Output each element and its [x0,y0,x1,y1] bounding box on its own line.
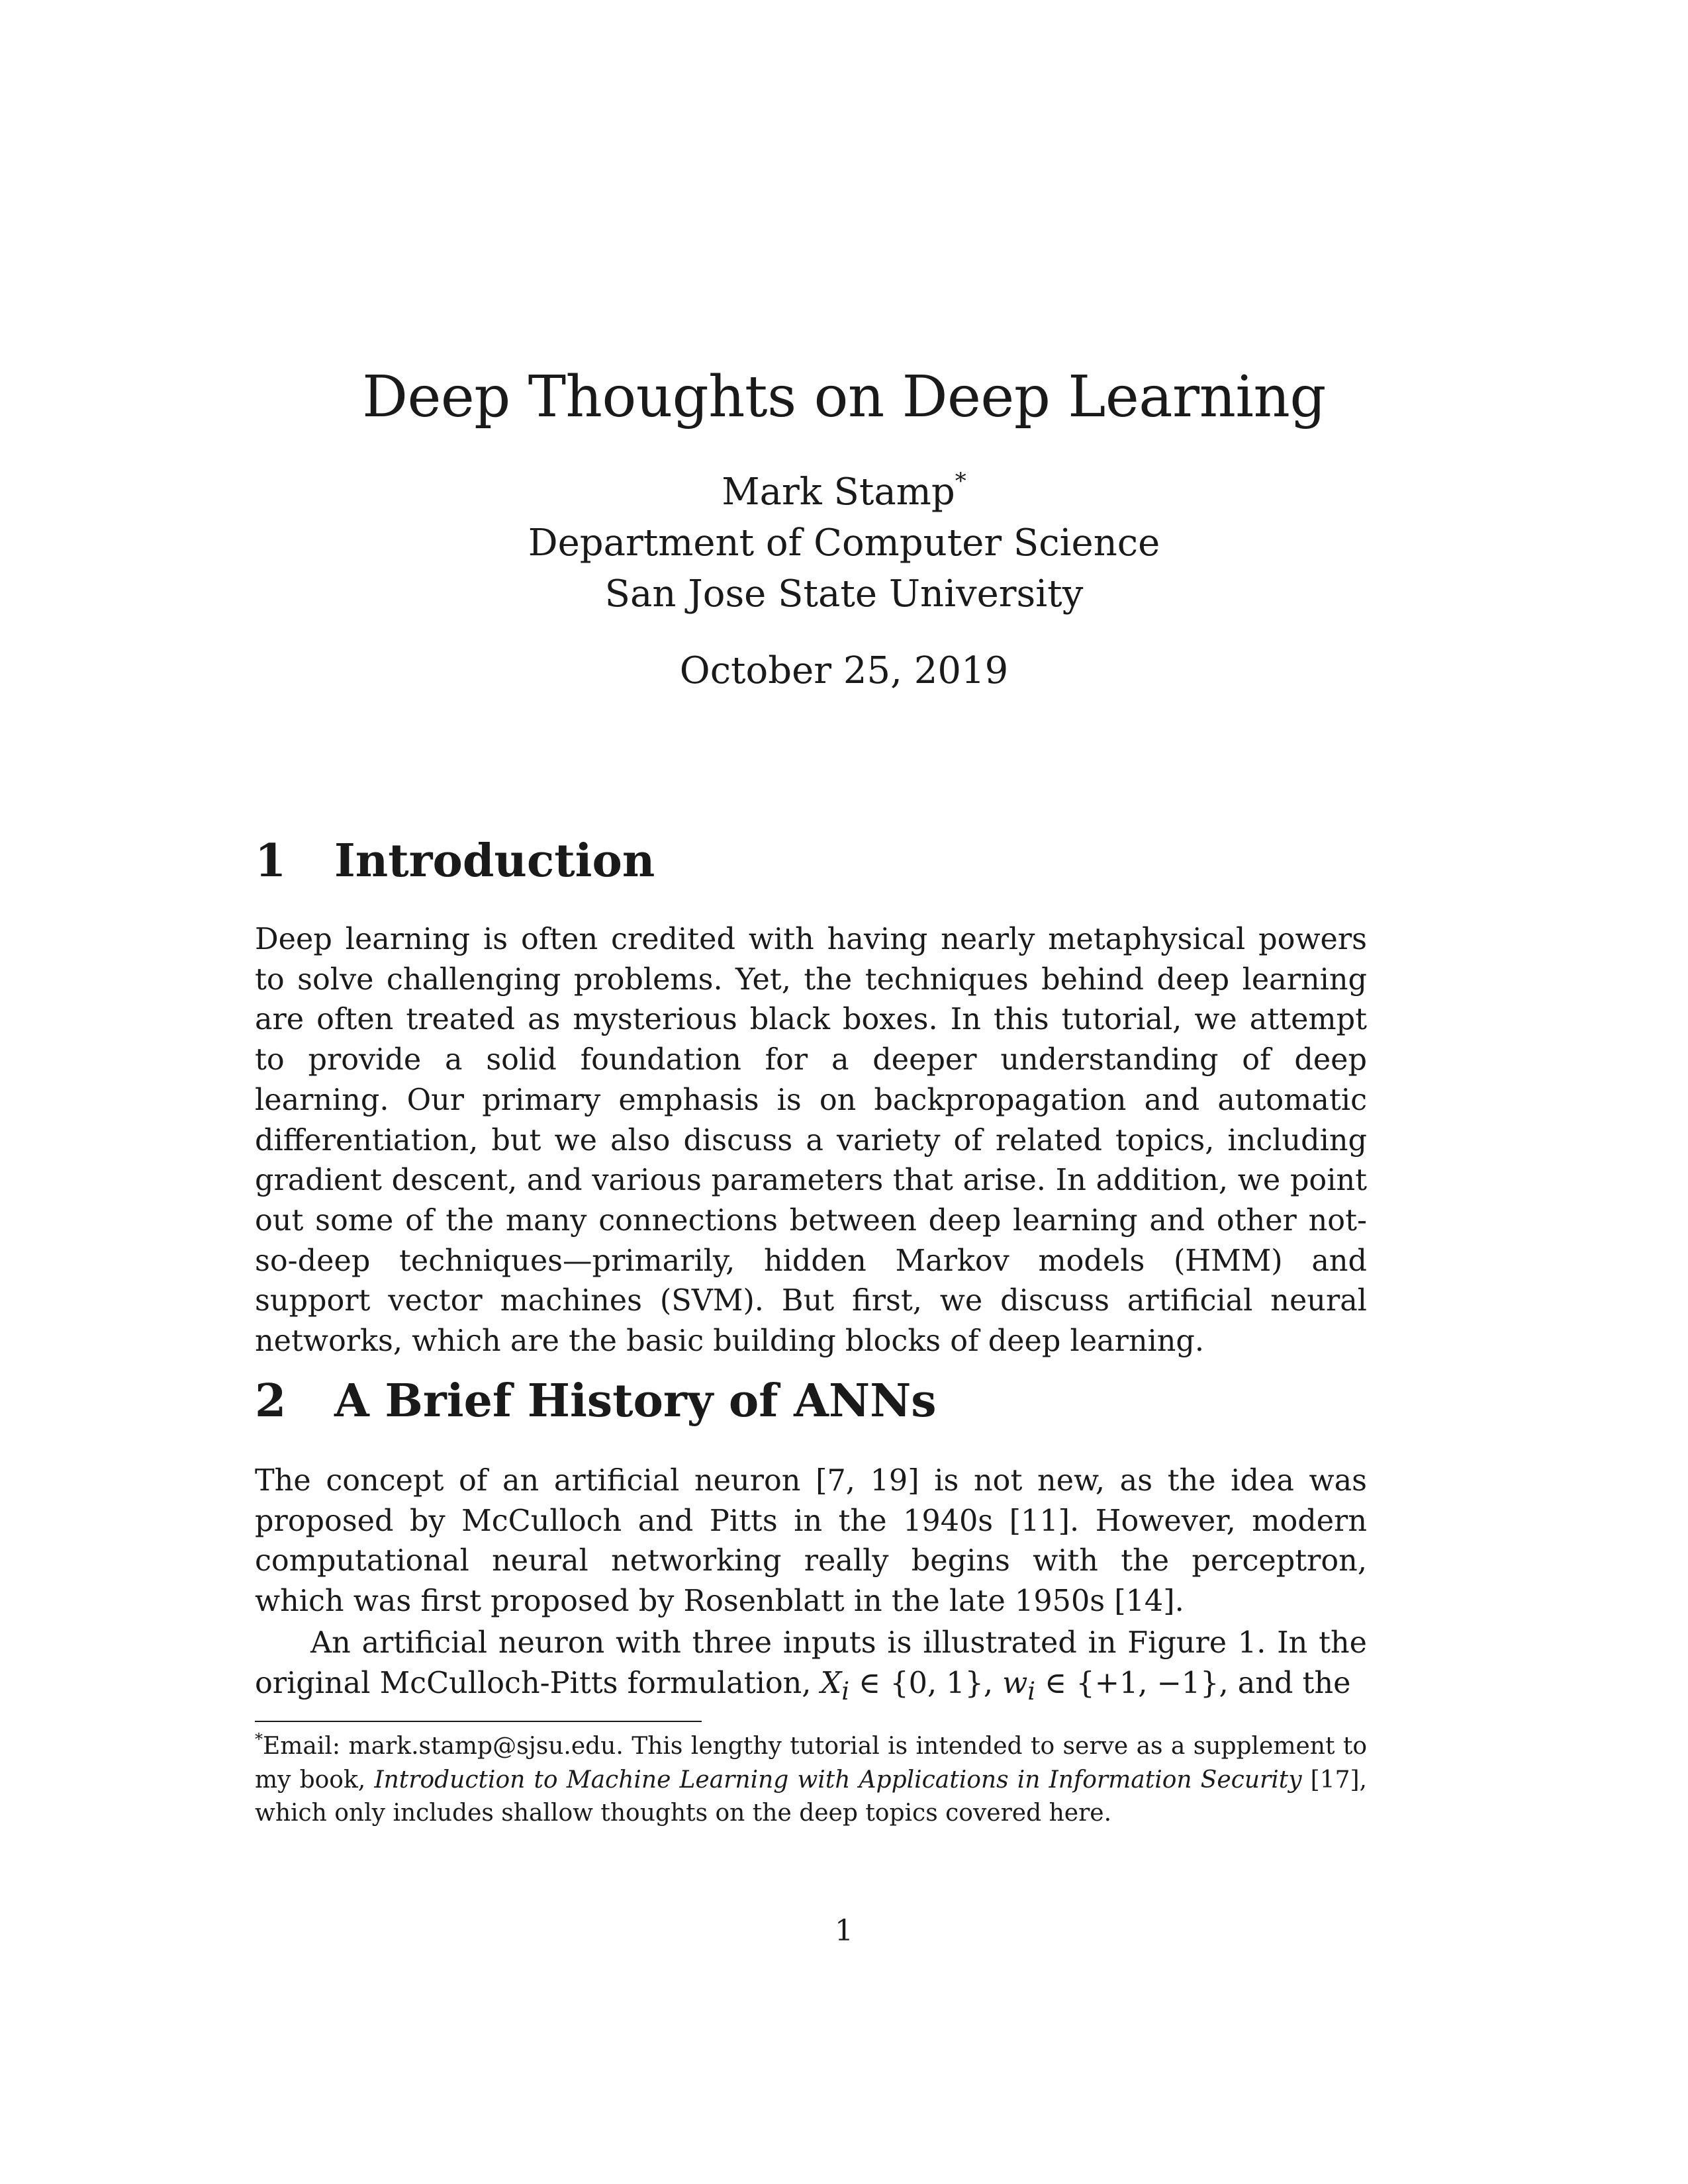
math-subscript-i: i [1027,1676,1036,1706]
paper-title: Deep Thoughts on Deep Learning [362,364,1326,430]
footnote-mark: * [255,1730,263,1749]
footnote-book-title: Introduction to Machine Learning with Applications in Information Security [374,1766,1302,1794]
section-title: Introduction [334,835,655,887]
section-title: A Brief History of ANNs [334,1375,937,1428]
math-set: ∈ {0, 1}, [849,1666,1003,1700]
section-number: 1 [255,835,287,887]
footnote-text: Email: mark.stamp@sjsu.edu. This lengthy tutorial is intended to serve as a supplement to my book, [255,1733,1367,1794]
section-heading-history [255,1373,1380,1430]
math-symbol-x: X [820,1666,842,1700]
intro-paragraph: Deep learning is often credited with having nearly metaphysical powers to solve challenging problems. Yet, the techniques behind deep learning are often treated as mysterious black boxes. In this tutorial, we attempt to provide a solid foundation for a deeper understanding of deep learning. Our primary emphasis is on backpropagation and automatic differentiation, but we also discuss a variety of related topics, including gradient descent, and various parameters that arise. In addition, we point out some of the many connections between deep learning and other not-so-deep techniques—primarily, hidden Markov models (HMM) and support vector machines (SVM). But first, we discuss artificial neural networks, which are the basic building blocks of deep learning. [255,923,1367,1359]
paper-date: October 25, 2019 [679,649,1009,692]
history-paragraph-2 [255,1623,1367,1711]
math-set: ∈ {+1, −1}, [1035,1666,1238,1700]
author-footnote-mark: * [955,468,966,494]
page-number: 1 [835,1914,853,1948]
math-subscript-i: i [841,1676,850,1706]
footnote-text: [17], which only includes shallow thoughts on the deep topics covered here. [255,1766,1367,1827]
math-symbol-w: w [1002,1666,1028,1700]
footnote [255,1730,1367,1831]
paragraph-text: and the [1237,1666,1351,1700]
author-university: San Jose State University [604,572,1084,615]
author-block [0,467,1688,619]
section-heading-introduction [255,833,1380,889]
section-number: 2 [255,1375,287,1428]
footnote-rule [255,1721,702,1722]
paragraph-text: An artificial neuron with three inputs is illustrated in Figure 1. In the original McCulloch-Pitts formulation, [255,1626,1367,1700]
history-paragraph-1: The concept of an artificial neuron [7, 19] is not new, as the idea was proposed by McCulloch and Pitts in the 1940s [11]. However, modern computational neural networking really begins with the perceptron, which was first proposed by Rosenblatt in the late 1950s [14]. [255,1464,1367,1619]
author-line [0,467,1688,518]
author-department: Department of Computer Science [528,522,1160,565]
author-name: Mark Stamp [722,471,955,514]
